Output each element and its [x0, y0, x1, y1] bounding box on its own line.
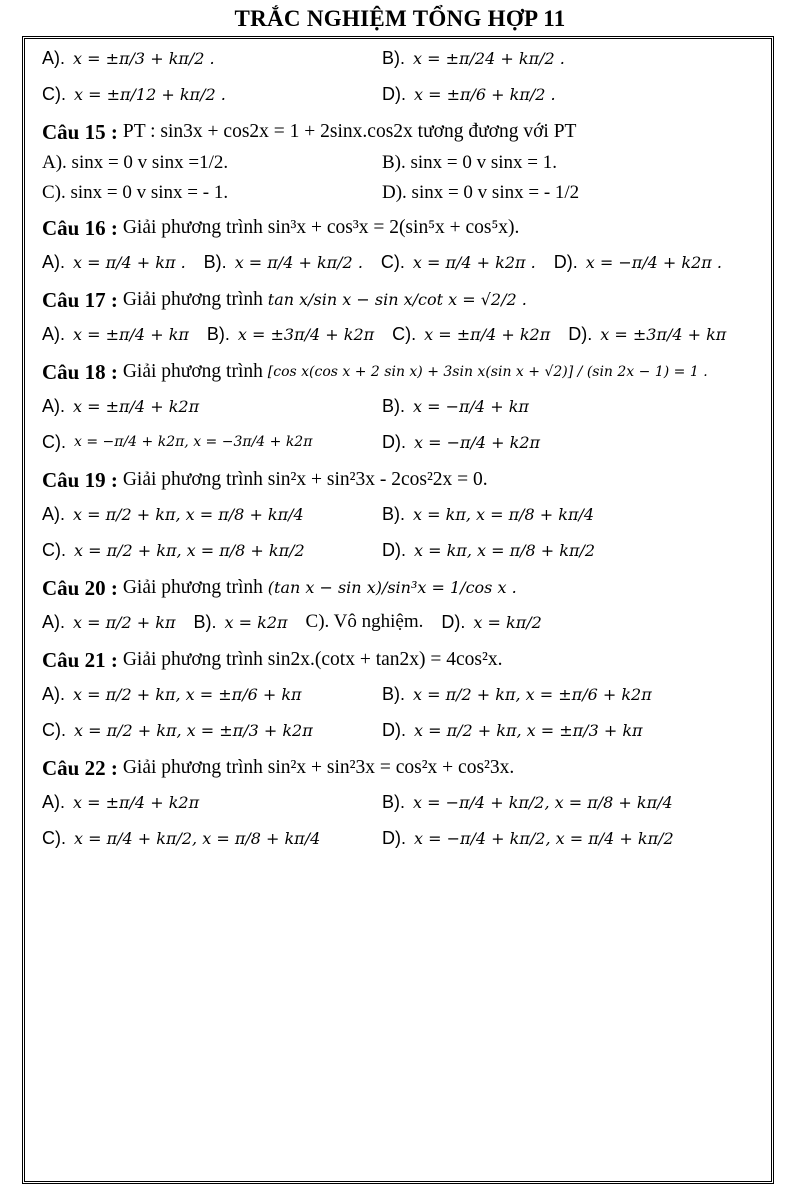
q17-option-c[interactable]: C). x = ±π/4 + k2π [392, 323, 551, 344]
q16-stem: Giải phương trình sin³x + cos³x = 2(sin⁵x + cos⁵x). [122, 217, 520, 238]
q18-option-d[interactable]: D). x = −π/4 + k2π [382, 431, 541, 452]
q18-option-a[interactable]: A). x = ±π/4 + k2π [42, 395, 200, 416]
question-21: Câu 21 : Giải phương trình sin2x.(cotx + tan2x) = 4cos²x. [42, 648, 503, 672]
q22-option-a[interactable]: A). x = ±π/4 + k2π [42, 791, 200, 812]
q16-option-c[interactable]: C). x = π/4 + k2π . [380, 251, 536, 272]
q19-option-b[interactable]: B). x = kπ, x = π/8 + kπ/4 [382, 503, 595, 524]
q22-option-b[interactable]: B). x = −π/4 + kπ/2, x = π/8 + kπ/4 [382, 791, 673, 812]
q14-option-d[interactable]: D). x = ±π/6 + kπ/2 . [382, 83, 556, 104]
q20-option-b[interactable]: B). x = k2π [193, 611, 288, 632]
q14-b-math: x = ±π/24 + kπ/2 . [413, 48, 565, 68]
q21-option-a[interactable]: A). x = π/2 + kπ, x = ±π/6 + kπ [42, 683, 302, 704]
question-16: Câu 16 : Giải phương trình sin³x + cos³x = 2(sin⁵x + cos⁵x). [42, 216, 520, 240]
q16-options [42, 244, 762, 280]
question-18: Câu 18 : Giải phương trình [cos x(cos x + 2 sin x) + 3sin x(sin x + √2)] / (sin 2x − 1) = 1 . [42, 360, 708, 384]
q17-option-a[interactable]: A). x = ±π/4 + kπ [42, 323, 189, 344]
q17-equation: tan x/sin x − sin x/cot x = √2/2 . [267, 290, 527, 309]
q14-a-math: x = ±π/3 + kπ/2 . [73, 48, 215, 68]
q14-option-a[interactable]: A). x = ±π/3 + kπ/2 . [42, 47, 215, 68]
question-22: Câu 22 : Giải phương trình sin²x + sin²3x = cos²x + cos²3x. [42, 756, 515, 780]
q18-option-c[interactable]: C). x = −π/4 + k2π, x = −3π/4 + k2π [42, 431, 313, 452]
q14-d-math: x = ±π/6 + kπ/2 . [414, 84, 556, 104]
q21-option-c[interactable]: C). x = π/2 + kπ, x = ±π/3 + k2π [42, 719, 313, 740]
q16-option-a[interactable]: A). x = π/4 + kπ . [42, 251, 186, 272]
q17-option-b[interactable]: B). x = ±3π/4 + k2π [206, 323, 375, 344]
page-title: TRẮC NGHIỆM TỔNG HỢP 11 [234, 6, 566, 31]
q21-option-b[interactable]: B). x = π/2 + kπ, x = ±π/6 + k2π [382, 683, 652, 704]
q22-options [42, 784, 762, 856]
q15-option-b[interactable]: B). sinx = 0 v sinx = 1. [382, 152, 558, 173]
q14-option-b[interactable]: B). x = ±π/24 + kπ/2 . [382, 47, 565, 68]
q18-options [42, 388, 762, 460]
q21-option-d[interactable]: D). x = π/2 + kπ, x = ±π/3 + kπ [382, 719, 643, 740]
q20-option-c[interactable]: C). Vô nghiệm. [305, 611, 424, 632]
q15-option-c[interactable]: C). sinx = 0 v sinx = - 1. [42, 182, 229, 203]
question-15: Câu 15 : PT : sin3x + cos2x = 1 + 2sinx.cos2x tương đương với PT [42, 120, 577, 144]
question-20: Câu 20 : Giải phương trình (tan x − sin x)/sin³x = 1/cos x . [42, 576, 517, 600]
q17-option-d[interactable]: D). x = ±3π/4 + kπ [568, 323, 727, 344]
q21-options [42, 676, 762, 748]
q15-options [42, 148, 762, 208]
q18-option-b[interactable]: B). x = −π/4 + kπ [382, 395, 529, 416]
q14-options [42, 40, 762, 112]
q20-option-a[interactable]: A). x = π/2 + kπ [42, 611, 176, 632]
q22-option-c[interactable]: C). x = π/4 + kπ/2, x = π/8 + kπ/4 [42, 827, 321, 848]
q20-option-d[interactable]: D). x = kπ/2 [441, 611, 542, 632]
q17-options [42, 316, 762, 352]
q18-equation: [cos x(cos x + 2 sin x) + 3sin x(sin x + √2)] / (sin 2x − 1) = 1 . [267, 364, 708, 380]
question-17: Câu 17 : Giải phương trình tan x/sin x − sin x/cot x = √2/2 . [42, 288, 527, 312]
question-19: Câu 19 : Giải phương trình sin²x + sin²3x - 2cos²2x = 0. [42, 468, 488, 492]
question-list [42, 40, 762, 856]
q14-c-math: x = ±π/12 + kπ/2 . [74, 84, 226, 104]
q15-stem: PT : sin3x + cos2x = 1 + 2sinx.cos2x tương đương với PT [122, 121, 577, 142]
q16-option-d[interactable]: D). x = −π/4 + k2π . [553, 251, 722, 272]
q19-option-a[interactable]: A). x = π/2 + kπ, x = π/8 + kπ/4 [42, 503, 304, 524]
q14-option-c[interactable]: C). x = ±π/12 + kπ/2 . [42, 83, 226, 104]
q20-equation: (tan x − sin x)/sin³x = 1/cos x . [267, 578, 517, 597]
q22-option-d[interactable]: D). x = −π/4 + kπ/2, x = π/4 + kπ/2 [382, 827, 674, 848]
q20-options [42, 604, 762, 640]
q19-options [42, 496, 762, 568]
q15-option-a[interactable]: A). sinx = 0 v sinx =1/2. [42, 152, 229, 173]
q19-option-d[interactable]: D). x = kπ, x = π/8 + kπ/2 [382, 539, 596, 560]
q16-option-b[interactable]: B). x = π/4 + kπ/2 . [203, 251, 363, 272]
q15-option-d[interactable]: D). sinx = 0 v sinx = - 1/2 [382, 182, 580, 203]
q19-option-c[interactable]: C). x = π/2 + kπ, x = π/8 + kπ/2 [42, 539, 305, 560]
